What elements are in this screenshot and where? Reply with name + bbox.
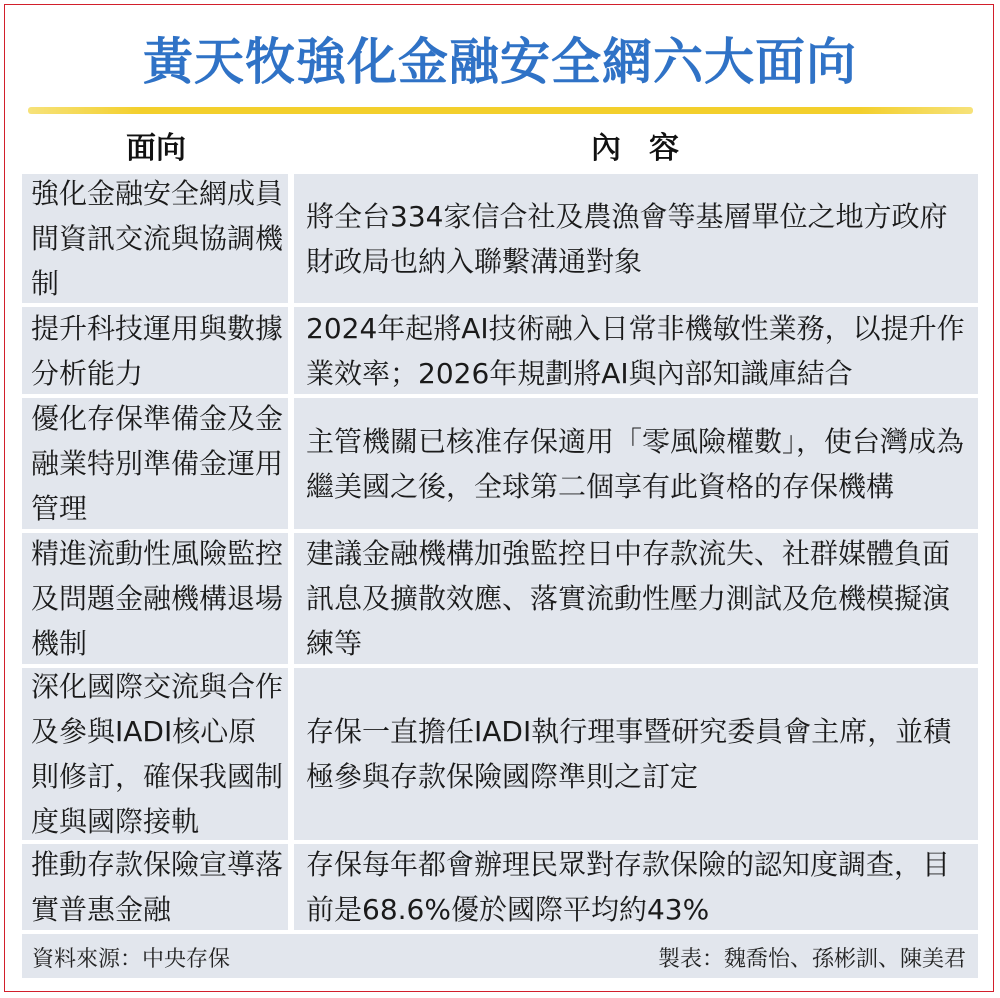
table-row-5-content xyxy=(294,668,978,840)
row-2-aspect-text: 提升科技運用與數據分析能力 xyxy=(31,311,284,390)
table-row-3-content xyxy=(294,398,978,529)
row-2-content-text: 2024年起將AI技術融入日常非機敏性業務，以提升作業效率；2026年規劃將AI與內部知識庫結合 xyxy=(306,311,965,390)
table-row-1-content xyxy=(294,174,978,303)
row-1-content-text: 將全台334家信合社及農漁會等基層單位之地方政府財政局也納入聯繫溝通對象 xyxy=(306,199,948,278)
table-row-3-aspect xyxy=(22,398,288,529)
row-1-aspect-text: 強化金融安全網成員間資訊交流與協調機制 xyxy=(31,177,284,300)
row-5-content-text: 存保一直擔任IADI執行理事暨研究委員會主席，並積極參與存款保險國際準則之訂定 xyxy=(306,715,952,793)
row-6-aspect-text: 推動存款保險宣導落實普惠金融 xyxy=(31,848,284,926)
table-footer xyxy=(22,934,978,978)
row-4-content-text: 建議金融機構加強監控日中存款流失、社群媒體負面訊息及擴散效應、落實流動性壓力測試及危機模擬演練等 xyxy=(306,537,951,660)
table-row-6-aspect xyxy=(22,844,288,930)
header-content: 內容 xyxy=(591,131,707,166)
source-note: 資料來源：中央存保 xyxy=(32,947,231,972)
row-3-content-text: 主管機關已核准存保適用「零風險權數」，使台灣成為繼美國之後，全球第二個享有此資格的存保機構 xyxy=(306,424,965,503)
table-row-5-aspect xyxy=(22,668,288,840)
row-3-aspect-text: 優化存保準備金及金融業特別準備金運用管理 xyxy=(31,402,284,525)
row-5-aspect-text: 深化國際交流與合作及參與IADI核心原則修訂，確保我國制度與國際接軌 xyxy=(31,670,284,838)
table-row-6-content xyxy=(294,844,978,930)
row-6-content-text: 存保每年都會辦理民眾對存款保險的認知度調查，目前是68.6%優於國際平均約43% xyxy=(306,848,951,926)
title-underline xyxy=(28,107,973,114)
table-row-2-aspect xyxy=(22,307,288,394)
table-row-4-aspect xyxy=(22,533,288,664)
table-row-4-content xyxy=(294,533,978,664)
page-title: 黃天牧強化金融安全網六大面向 xyxy=(143,33,857,91)
table-row-2-content xyxy=(294,307,978,394)
row-4-aspect-text: 精進流動性風險監控及問題金融機構退場機制 xyxy=(31,537,284,660)
table-row-1-aspect xyxy=(22,174,288,303)
header-aspect: 面向 xyxy=(126,131,186,166)
credit-note: 製表：魏喬怡、孫彬訓、陳美君 xyxy=(657,947,966,972)
